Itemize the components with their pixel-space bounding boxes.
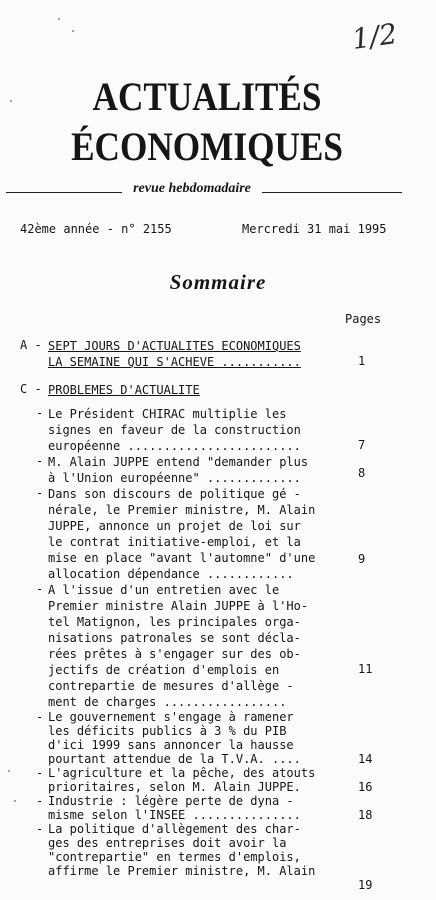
item-1-line: Le Président CHIRAC multiplie les	[48, 407, 287, 421]
section-a-title: SEPT JOURS D'ACTUALITES ECONOMIQUES	[48, 339, 301, 353]
item-4-line: rées prêtes à s'engager sur des ob-	[48, 647, 301, 661]
scan-speck	[10, 100, 12, 102]
item-dash: -	[36, 766, 44, 780]
item-3-line: JUPPE, annonce un projet de loi sur	[48, 519, 301, 533]
section-marker-a: A -	[20, 338, 42, 352]
item-3-line: Dans son discours de politique gé -	[48, 487, 301, 501]
item-6-line: prioritaires, selon M. Alain JUPPE.	[48, 780, 301, 794]
item-5-line: d'ici 1999 sans annoncer la hausse	[48, 738, 294, 752]
item-5-line: pourtant attendue de la T.V.A. ....	[48, 752, 301, 766]
item-4-line: jectifs de création d'emplois en	[48, 663, 280, 677]
item-dash: -	[36, 582, 44, 596]
item-4-line: ment de charges .................	[48, 695, 287, 709]
masthead-line-1: ACTUALITÉS	[92, 74, 322, 119]
item-2-page: 8	[358, 466, 366, 480]
sommaire-title: Sommaire	[169, 270, 267, 294]
item-dash: -	[36, 822, 44, 836]
item-1-page: 7	[358, 438, 366, 452]
item-5-page: 14	[358, 752, 373, 766]
item-dash: -	[36, 486, 44, 500]
item-3-page: 9	[358, 552, 366, 566]
issue-date: Mercredi 31 mai 1995	[242, 222, 387, 236]
item-dash: -	[36, 454, 44, 468]
item-7-line: Industrie : légère perte de dyna -	[48, 794, 294, 808]
item-1-line: signes en faveur de la construction	[48, 423, 301, 437]
pages-column-header: Pages	[345, 312, 382, 326]
item-dash: -	[36, 794, 44, 808]
item-8-line: affirme le Premier ministre, M. Alain	[48, 864, 316, 878]
item-8-page: 19	[358, 878, 373, 892]
issue-number: 42ème année - n° 2155	[20, 222, 172, 236]
item-8-line: ges des entreprises doit avoir la	[48, 836, 287, 850]
section-c-title: PROBLEMES D'ACTUALITE	[48, 383, 200, 397]
item-7-page: 18	[358, 808, 373, 822]
item-2-line: M. Alain JUPPE entend "demander plus	[48, 455, 309, 469]
handwritten-page-note: 1/2	[349, 17, 400, 56]
item-3-line: allocation dépendance ............	[48, 567, 294, 581]
scan-speck	[14, 800, 16, 802]
section-marker-c: C -	[20, 382, 42, 396]
divider-right	[262, 192, 402, 193]
item-7-line: misme selon l'INSEE ...............	[48, 808, 301, 822]
item-3-line: nérale, le Premier ministre, M. Alain	[48, 503, 316, 517]
item-8-line: La politique d'allègement des char-	[48, 822, 301, 836]
item-4-line: A l'issue d'un entretien avec le	[48, 583, 280, 597]
item-3-line: le contrat initiative-emploi, et la	[48, 535, 301, 549]
item-4-line: contrepartie de mesures d'allège -	[48, 679, 294, 693]
item-4-line: nisations patronales se sont décla-	[48, 631, 301, 645]
section-a-page: 1	[358, 354, 366, 368]
item-6-page: 16	[358, 780, 373, 794]
item-2-line: à l'Union européenne" .............	[48, 471, 301, 485]
item-6-line: L'agriculture et la pêche, des atouts	[48, 766, 316, 780]
item-dash: -	[36, 710, 44, 724]
item-4-page: 11	[358, 662, 373, 676]
item-5-line: les déficits publics à 3 % du PIB	[48, 724, 287, 738]
divider-left	[6, 192, 122, 193]
item-8-line: "contrepartie" en termes d'emplois,	[48, 850, 301, 864]
scan-speck	[72, 30, 74, 32]
item-1-line: européenne ........................	[48, 439, 301, 453]
scan-speck	[58, 18, 60, 20]
item-5-line: Le gouvernement s'engage à ramener	[48, 710, 294, 724]
item-4-line: tel Matignon, les principales orga-	[48, 615, 301, 629]
section-a-subtitle-text: LA SEMAINE QUI S'ACHEVE ...........	[48, 355, 301, 369]
masthead-subtitle: revue hebdomadaire	[133, 181, 251, 196]
scan-speck	[8, 770, 10, 772]
section-a-subtitle	[48, 354, 301, 370]
item-dash: -	[36, 406, 44, 420]
masthead-line-2: ÉCONOMIQUES	[71, 124, 343, 169]
item-4-line: Premier ministre Alain JUPPE à l'Ho-	[48, 599, 309, 613]
item-3-line: mise en place "avant l'automne" d'une	[48, 551, 316, 565]
